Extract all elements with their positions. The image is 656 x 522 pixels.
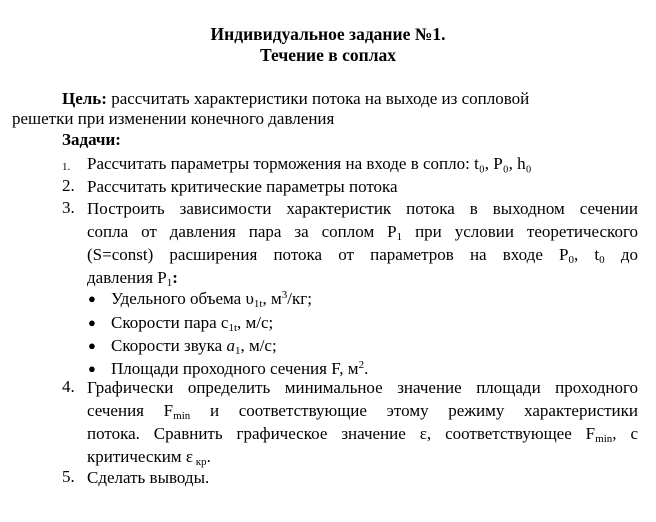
bullet-text bbox=[111, 287, 312, 310]
goal-line-1 bbox=[62, 88, 529, 110]
task-text: Рассчитать критические параметры потока bbox=[87, 177, 398, 196]
stagnation-params: t₀, P₀, h₀ bbox=[474, 154, 532, 173]
subscript: 0 bbox=[568, 254, 574, 266]
task-line-part: , t bbox=[574, 245, 600, 264]
subscript: 0 bbox=[599, 254, 605, 266]
task-line-part: (S=const) расширения потока от параметров на входе P bbox=[87, 245, 569, 264]
task-line: Построить зависимости характеристик потока в выходном сечении bbox=[87, 199, 638, 218]
bullet-part: Скорости звука bbox=[111, 336, 227, 355]
bullet-part: /кг; bbox=[287, 289, 312, 308]
task-line-part: сечения F bbox=[87, 401, 174, 420]
goal-text-1: рассчитать характеристики потока на выходе из сопловой bbox=[106, 89, 530, 108]
subscript: 1t bbox=[253, 298, 263, 310]
bullet-icon: ● bbox=[88, 315, 96, 330]
subscript: min bbox=[173, 410, 191, 422]
bullet-part: . bbox=[364, 359, 369, 378]
superscript: 3 bbox=[281, 289, 288, 301]
bullet-part: Удельного объема υ bbox=[111, 289, 254, 308]
task-line-part: сопла от давления пара за соплом P bbox=[87, 222, 397, 241]
assignment-subtitle: Течение в соплах bbox=[259, 45, 397, 65]
bullet-part: , м bbox=[262, 289, 282, 308]
subscript: 1 bbox=[166, 277, 173, 289]
task-line-part: критическим ε bbox=[87, 447, 193, 466]
task-text bbox=[87, 152, 638, 175]
task-number: 3. bbox=[62, 198, 75, 217]
task-line-part: : bbox=[172, 268, 178, 287]
task-line bbox=[87, 243, 638, 266]
task-text bbox=[87, 376, 638, 468]
superscript: 2 bbox=[358, 359, 365, 371]
task-line-part: давления P bbox=[87, 268, 167, 287]
goal-line-2: решетки при изменении конечного давления bbox=[12, 109, 335, 128]
subscript: кр bbox=[192, 456, 207, 468]
task-line-part: потока. Сравнить графическое значение ε, соответствующее F bbox=[87, 424, 596, 443]
task-number: 4. bbox=[62, 377, 75, 396]
task-line-part: до bbox=[604, 245, 638, 264]
task-number: 5. bbox=[62, 467, 75, 486]
bullet-part: , м/с; bbox=[240, 336, 277, 355]
task-line bbox=[87, 422, 638, 445]
task-line bbox=[87, 399, 638, 422]
subscript: min bbox=[595, 433, 613, 445]
task-text bbox=[87, 197, 638, 289]
subscript: 1t bbox=[228, 322, 238, 334]
bullet-text bbox=[111, 311, 273, 334]
subscript: 1 bbox=[396, 231, 403, 243]
bullet-part: , м/с; bbox=[237, 313, 274, 332]
task-number: 1. bbox=[62, 161, 71, 173]
tasks-heading: Задачи: bbox=[62, 130, 121, 149]
task-number: 2. bbox=[62, 176, 75, 195]
bullet-icon: ● bbox=[88, 291, 96, 306]
task-line bbox=[87, 445, 638, 468]
task-text-main: Рассчитать параметры торможения на входе в сопло: bbox=[87, 154, 475, 173]
bullet-part: Площади проходного сечения F, м bbox=[111, 359, 359, 378]
task-line bbox=[87, 220, 638, 243]
task-line-part: . bbox=[206, 447, 211, 466]
subscript: 1 bbox=[234, 345, 241, 357]
assignment-title: Индивидуальное задание №1. bbox=[210, 24, 446, 44]
bullet-text bbox=[111, 334, 277, 357]
task-line bbox=[87, 266, 638, 289]
bullet-icon: ● bbox=[88, 338, 96, 353]
bullet-part: Скорости пара c bbox=[111, 313, 229, 332]
task-line: Графически определить минимальное значение площади проходного bbox=[87, 378, 638, 397]
bullet-icon: ● bbox=[88, 361, 96, 376]
goal-label: Цель: bbox=[62, 89, 107, 108]
italic-symbol: a bbox=[226, 336, 235, 355]
task-line-part: при условии теоретического bbox=[402, 222, 638, 241]
task-line-part: и соответствующие этому режиму характеристики bbox=[190, 401, 638, 420]
task-line-part: , с bbox=[612, 424, 638, 443]
task-text: Сделать выводы. bbox=[87, 468, 210, 487]
